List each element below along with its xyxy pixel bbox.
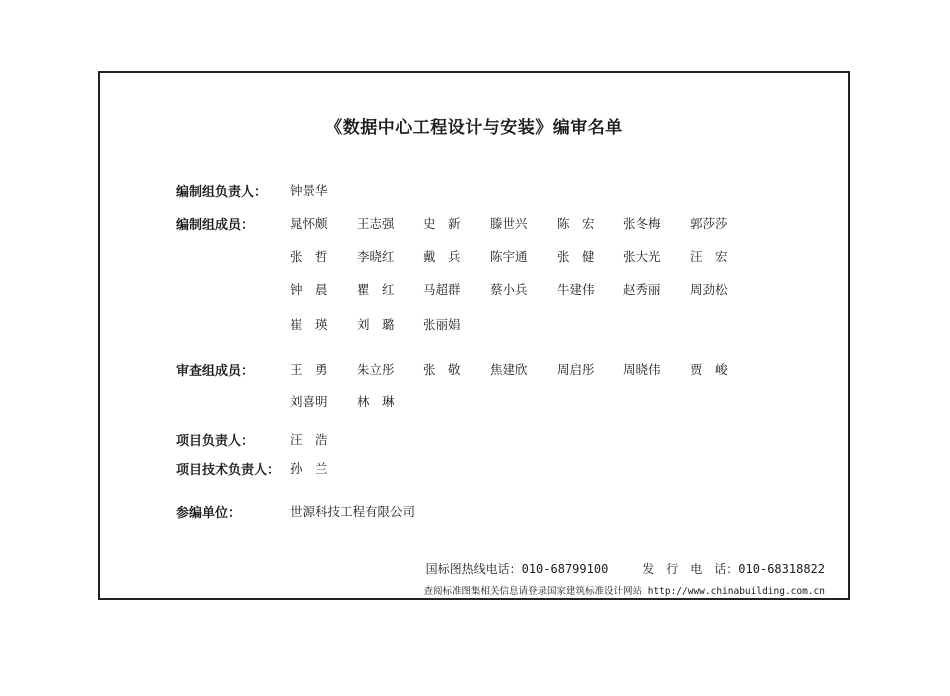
member-name: 马超群	[423, 282, 461, 297]
page-title: 《数据中心工程设计与安装》编审名单	[325, 118, 623, 138]
member-name: 瞿 红	[357, 282, 395, 297]
reviewer-name: 周启彤	[557, 362, 595, 377]
website-note: 查阅标准图集相关信息请登录国家建筑标准设计网站 http://www.chinabuilding.com.cn	[423, 586, 825, 597]
reviewer-name: 张 敬	[423, 362, 461, 377]
members-label: 编制组成员：	[176, 218, 255, 233]
hotline-text: 国标图热线电话：010-68799100	[425, 562, 609, 576]
member-name: 周劲松	[690, 282, 728, 297]
chief-label: 编制组负责人：	[176, 185, 268, 200]
reviewer-name: 朱立彤	[357, 362, 395, 377]
member-name: 王志强	[357, 216, 395, 231]
member-name: 张丽娟	[423, 317, 461, 332]
member-name: 崔 瑛	[290, 317, 328, 332]
tech-lead-name: 孙 兰	[290, 461, 328, 476]
reviewer-name: 刘喜明	[290, 394, 328, 409]
chief-name: 钟景华	[290, 183, 328, 198]
participant-name: 世源科技工程有限公司	[290, 504, 416, 519]
member-name: 张 哲	[290, 249, 328, 264]
reviewers-label: 审查组成员：	[176, 364, 255, 379]
member-name: 陈宇通	[490, 249, 528, 264]
reviewer-name: 王 勇	[290, 362, 328, 377]
member-name: 赵秀丽	[623, 282, 661, 297]
member-name: 滕世兴	[490, 216, 528, 231]
reviewer-name: 焦建欣	[490, 362, 528, 377]
member-name: 史 新	[423, 216, 461, 231]
member-name: 戴 兵	[423, 249, 461, 264]
member-name: 张冬梅	[623, 216, 661, 231]
member-name: 钟 晨	[290, 282, 328, 297]
member-name: 陈 宏	[557, 216, 595, 231]
reviewer-name: 贾 峻	[690, 362, 728, 377]
member-name: 刘 璐	[357, 317, 395, 332]
reviewer-name: 周晓伟	[623, 362, 661, 377]
tech-lead-label: 项目技术负责人：	[176, 463, 281, 478]
member-name: 晁怀颇	[290, 216, 328, 231]
issue-phone-text: 发 行 电 话：010-68318822	[642, 562, 825, 576]
project-lead-name: 汪 浩	[290, 432, 328, 447]
footer-phones	[426, 560, 825, 577]
project-lead-label: 项目负责人：	[176, 434, 255, 449]
member-name: 李晓红	[357, 249, 395, 264]
participant-label: 参编单位：	[176, 506, 242, 521]
member-name: 张 健	[557, 249, 595, 264]
reviewer-name: 林 琳	[357, 394, 395, 409]
member-name: 郭莎莎	[690, 216, 728, 231]
member-name: 张大光	[623, 249, 661, 264]
document-frame	[98, 71, 850, 600]
member-name: 汪 宏	[690, 249, 728, 264]
member-name: 牛建伟	[557, 282, 595, 297]
member-name: 蔡小兵	[490, 282, 528, 297]
